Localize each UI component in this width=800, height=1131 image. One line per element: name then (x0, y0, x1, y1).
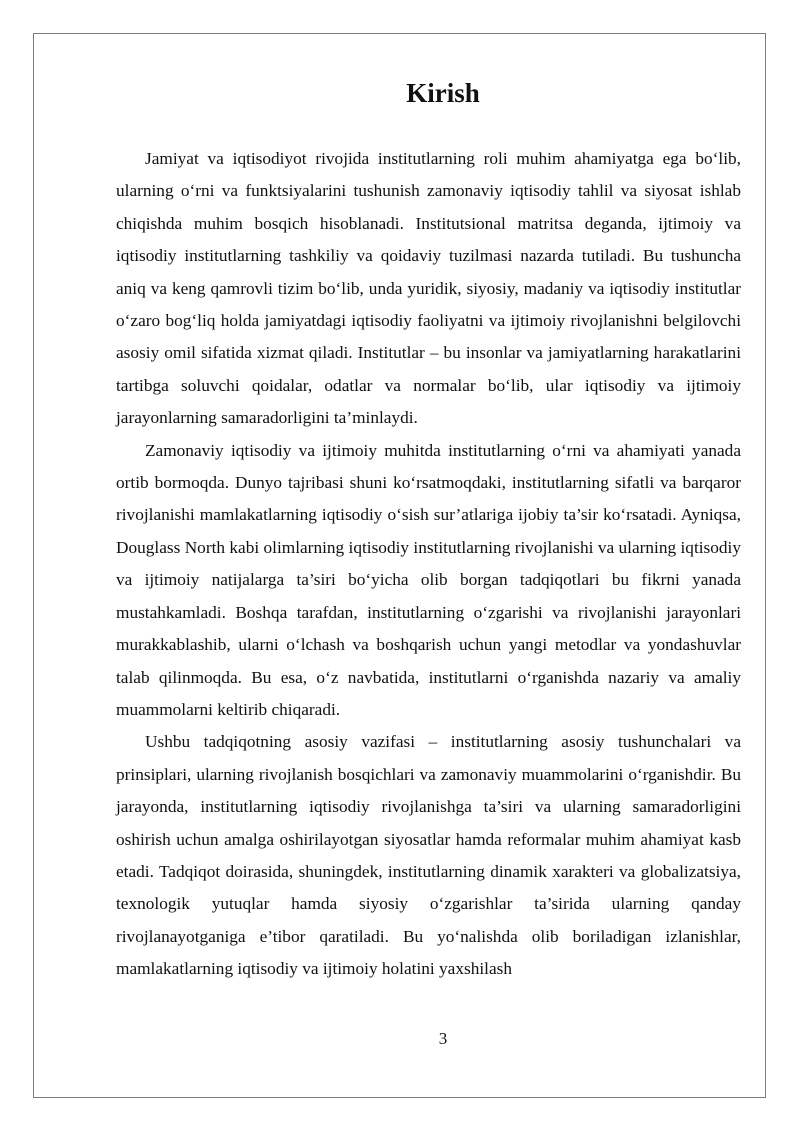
paragraph-3: Ushbu tadqiqotning asosiy vazifasi – institutlarning asosiy tushunchalari va prinsiplari, ularning rivojlanish bosqichlari va zamonaviy muammolarini o‘rganishdir. Bu jarayonda, institutlarning iqtisodiy rivojlanishga ta’siri va ularning samaradorligini oshirish uchun amalga oshirilayotgan siyosatlar hamda reformalar muhim ahamiyat kasb etadi. Tadqiqot doirasida, shuningdek, institutlarning dinamik xarakteri va globalizatsiya, texnologik yutuqlar hamda siyosiy o‘zgarishlar ta’sirida ularning qanday rivojlanayotganiga e’tibor qaratiladi. Bu yo‘nalishda olib boriladigan izlanishlar, mamlakatlarning iqtisodiy va ijtimoiy holatini yaxshilash (116, 732, 741, 979)
page-title: Kirish (406, 78, 480, 108)
paragraph-1: Jamiyat va iqtisodiyot rivojida institutlarning roli muhim ahamiyatga ega bo‘lib, ularning o‘rni va funktsiyalarini tushunish zamonaviy iqtisodiy tahlil va siyosat ishlab chiqishda muhim bosqich hisoblanadi. Institutsional matritsa deganda, ijtimoiy va iqtisodiy institutlarning tashkiliy va qoidaviy tuzilmasi nazarda tutiladi. Bu tushuncha aniq va keng qamrovli tizim bo‘lib, unda yuridik, siyosiy, madaniy va iqtisodiy institutlar o‘zaro bog‘liq holda jamiyatdagi iqtisodiy faoliyatni va ijtimoiy rivojlanishni belgilovchi asosiy omil sifatida xizmat qiladi. Institutlar – bu insonlar va jamiyatlarning harakatlarini tartibga soluvchi qoidalar, odatlar va normalar bo‘lib, ular iqtisodiy va ijtimoiy jarayonlarning samaradorligini ta’minlaydi. (116, 149, 741, 428)
paragraph-2: Zamonaviy iqtisodiy va ijtimoiy muhitda institutlarning o‘rni va ahamiyati yanada ortib bormoqda. Dunyo tajribasi shuni ko‘rsatmoqdaki, institutlarning sifatli va barqaror rivojlanishi mamlakatlarning iqtisodiy o‘sish sur’atlariga ijobiy ta’sir ko‘rsatadi. Ayniqsa, Douglass North kabi olimlarning iqtisodiy institutlarning rivojlanishi va ularning iqtisodiy va ijtimoiy natijalarga ta’siri bo‘yicha olib borgan tadqiqotlari bu fikrni yanada mustahkamladi. Boshqa tarafdan, institutlarning o‘zgarishi va rivojlanishi jarayonlari murakkablashib, ularni o‘lchash va boshqarish uchun yangi metodlar va yondashuvlar talab qilinmoqda. Bu esa, o‘z navbatida, institutlarni o‘rganishda nazariy va amaliy muammolarni keltirib chiqaradi. (116, 440, 741, 719)
body-text (116, 143, 741, 986)
page-number: 3 (438, 1029, 448, 1048)
